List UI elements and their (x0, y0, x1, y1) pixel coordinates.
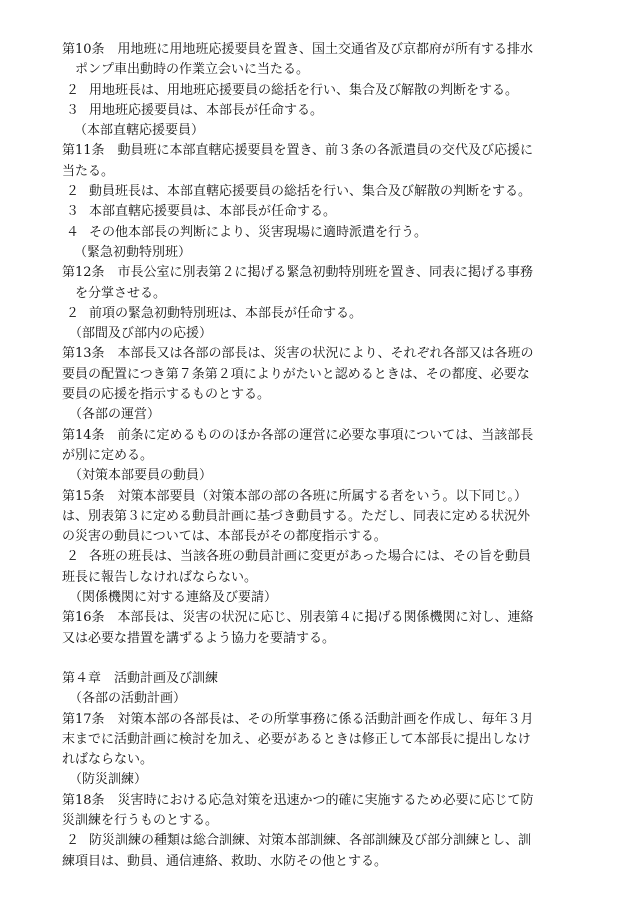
caption-article-16: （関係機関に対する連絡及び要請） (69, 590, 278, 606)
article-12-para-2 (62, 304, 572, 324)
article-11-para-2 (62, 182, 572, 202)
caption-article-11: （本部直轄応援要員） (74, 123, 205, 139)
para-number: ２ (66, 82, 80, 98)
article-13-line-1: 第13条 本部長又は各部の部長は、災害の状況により、それぞれ各部又は各班の (62, 346, 534, 362)
article-10-line-2: ポンプ車出動時の作業立会いに当たる。 (75, 62, 310, 78)
chapter-heading: 第４章 活動計画及び訓練 (62, 670, 219, 686)
article-15-para-2-cont: 班長に報告しなければならない。 (62, 569, 258, 585)
para-number: ３ (66, 102, 80, 118)
article-12-line-2: を分掌させる。 (75, 285, 167, 301)
article-11-para-4 (62, 223, 572, 243)
article-11-para-3 (62, 202, 572, 222)
article-15-line-2: は、別表第３に定める動員計画に基づき動員する。ただし、同表に定める状況外 (62, 508, 531, 524)
para-text: 各班の班長は、当該各班の動員計画に変更があった場合には、その旨を動員 (89, 549, 531, 565)
article-11-line-1: 第11条 動員班に本部直轄応援要員を置き、前３条の各派遣員の交代及び応援に (62, 143, 534, 159)
para-text: 用地班長は、用地班応援要員の総括を行い、集合及び解散の判断をする。 (89, 82, 519, 98)
para-text: 動員班長は、本部直轄応援要員の総括を行い、集合及び解散の判断をする。 (89, 184, 532, 200)
para-text: 用地班応援要員は、本部長が任命する。 (89, 102, 324, 118)
article-13-line-2: 要員の配置につき第７条第２項によりがたいと認めるときは、その都度、必要な (62, 366, 530, 382)
article-11-line-2: 当たる。 (62, 163, 115, 179)
para-text: 防災訓練の種類は総合訓練、対策本部訓練、各部訓練及び部分訓練とし、訓 (89, 833, 532, 849)
article-17-line-2: 末までに活動計画に検討を加え、必要があるときは修正して本部長に提出しなけ (62, 731, 531, 747)
caption-article-13: （部間及び部内の応援） (69, 326, 213, 342)
article-18-line-1: 第18条 災害時における応急対策を迅速かつ的確に実施するため必要に応じて防 (62, 792, 534, 808)
para-number: ３ (66, 204, 80, 220)
para-number: ２ (66, 184, 80, 200)
para-number: ４ (66, 224, 80, 240)
para-number: ２ (66, 549, 80, 565)
caption-article-14: （各部の運営） (69, 407, 161, 423)
article-16-line-1: 第16条 本部長は、災害の状況に応じ、別表第４に掲げる関係機関に対し、連絡 (62, 610, 534, 626)
para-text: その他本部長の判断により、災害現場に適時派遣を行う。 (89, 224, 428, 240)
caption-article-12: （緊急初動特別班） (74, 244, 192, 260)
article-10-para-3 (62, 101, 572, 121)
para-number: ２ (66, 305, 80, 321)
article-13-line-3: 要員の応援を指示するものとする。 (62, 387, 271, 403)
article-17-line-1: 第17条 対策本部の各部長は、その所掌事務に係る活動計画を作成し、毎年３月 (62, 711, 534, 727)
caption-article-17: （各部の活動計画） (69, 691, 187, 707)
article-15-line-1: 第15条 対策本部要員（対策本部の部の各班に所属する者をいう。以下同じ。） (62, 488, 528, 504)
article-15-line-3: の災害の動員については、本部長がその都度指示する。 (62, 529, 387, 545)
caption-article-15: （対策本部要員の動員） (69, 468, 213, 484)
article-18-line-2: 災訓練を行うものとする。 (62, 812, 219, 828)
caption-article-18: （防災訓練） (69, 772, 148, 788)
article-12-line-1: 第12条 市長公室に別表第２に掲げる緊急初動特別班を置き、同表に掲げる事務 (62, 265, 534, 281)
article-18-para-2-cont: 練項目は、動員、通信連絡、救助、水防その他とする。 (62, 853, 388, 869)
article-18-para-2 (62, 831, 572, 851)
article-14-line-1: 第14条 前条に定めるもののほか各部の運営に必要な事項については、当該部長 (62, 427, 534, 443)
article-10-line-1: 第10条 用地班に用地班応援要員を置き、国土交通省及び京都府が所有する排水 (62, 42, 534, 57)
article-14-line-2: が別に定める。 (62, 447, 154, 463)
para-text: 本部直轄応援要員は、本部長が任命する。 (89, 204, 337, 220)
para-text: 前項の緊急初動特別班は、本部長が任命する。 (89, 305, 363, 321)
article-17-line-3: ればならない。 (62, 752, 154, 768)
article-16-line-2: 又は必要な措置を講ずるよう協力を要請する。 (62, 630, 336, 646)
article-10-para-2 (62, 81, 572, 101)
article-15-para-2 (62, 547, 572, 567)
section-gap (62, 649, 572, 669)
para-number: ２ (66, 833, 80, 849)
